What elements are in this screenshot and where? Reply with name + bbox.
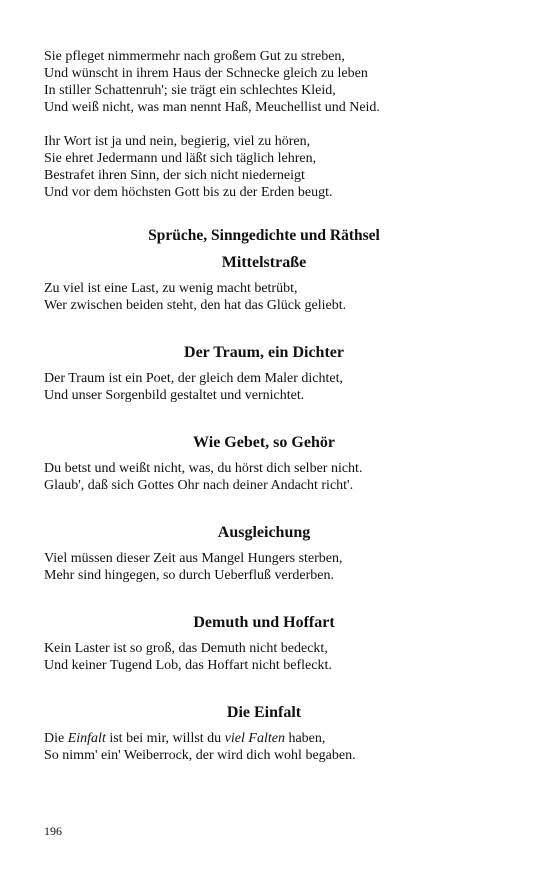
verse-line: In stiller Schattenruh'; sie trägt ein schlechtes Kleid, [44, 83, 336, 98]
poem-title: Demuth und Hoffart [193, 614, 335, 631]
verse-line [44, 730, 484, 747]
verse-line: Ihr Wort ist ja und nein, begierig, viel zu hören, [44, 134, 311, 149]
poem [44, 434, 484, 494]
verse-line: Du betst und weißt nicht, was, du hörst dich selber nicht. [44, 461, 363, 476]
poem-title: Die Einfalt [226, 704, 302, 721]
poem-title: Wie Gebet, so Gehör [193, 434, 335, 451]
section-title: Sprüche, Sinngedichte und Räthsel [148, 227, 380, 244]
verse-line: Und wünscht in ihrem Haus der Schnecke gleich zu leben [44, 66, 368, 81]
poem [44, 614, 484, 674]
verse-line: Und vor dem höchsten Gott bis zu der Erden beugt. [44, 185, 333, 200]
verse-line: Sie pfleget nimmermehr nach großem Gut zu streben, [44, 49, 345, 64]
italic-phrase: viel Falten [224, 731, 285, 746]
verse-line: Viel müssen dieser Zeit aus Mangel Hungers sterben, [44, 551, 343, 566]
verse-line: Bestrafet ihren Sinn, der sich nicht niederneigt [44, 168, 305, 183]
poem [44, 254, 484, 314]
stanza-1 [44, 48, 484, 116]
text-segment: haben, [284, 731, 326, 746]
verse-line: Und unser Sorgenbild gestaltet und vernichtet. [44, 388, 305, 403]
verse-line: Wer zwischen beiden steht, den hat das Glück geliebt. [44, 298, 347, 313]
poem [44, 524, 484, 584]
verse-line: Und weiß nicht, was man nennt Haß, Meuchellist und Neid. [44, 100, 380, 115]
italic-word: Einfalt [67, 731, 106, 746]
verse-line: Mehr sind hingegen, so durch Ueberfluß verderben. [44, 568, 335, 583]
verse-line: Kein Laster ist so groß, das Demuth nicht bedeckt, [44, 641, 328, 656]
verse-line: Zu viel ist eine Last, zu wenig macht betrübt, [44, 281, 298, 296]
text-segment: ist bei mir, willst du [105, 731, 225, 746]
poem-title: Der Traum, ein Dichter [184, 344, 344, 361]
verse-line: So nimm' ein' Weiberrock, der wird dich wohl begaben. [44, 748, 356, 763]
stanza-2 [44, 133, 484, 201]
poem-die-einfalt [44, 704, 484, 764]
verse-line: Sie ehret Jedermann und läßt sich täglich lehren, [44, 151, 317, 166]
page-number: 196 [44, 824, 62, 838]
verse-line: Und keiner Tugend Lob, das Hoffart nicht befleckt. [44, 658, 332, 673]
poem [44, 344, 484, 404]
text-segment: Die [44, 731, 68, 746]
verse-line: Glaub', daß sich Gottes Ohr nach deiner Andacht richt'. [44, 478, 354, 493]
verse-line: Der Traum ist ein Poet, der gleich dem Maler dichtet, [44, 371, 343, 386]
poem-title: Mittelstraße [221, 254, 307, 271]
poem-title: Ausgleichung [217, 524, 311, 541]
page-body [44, 48, 484, 794]
